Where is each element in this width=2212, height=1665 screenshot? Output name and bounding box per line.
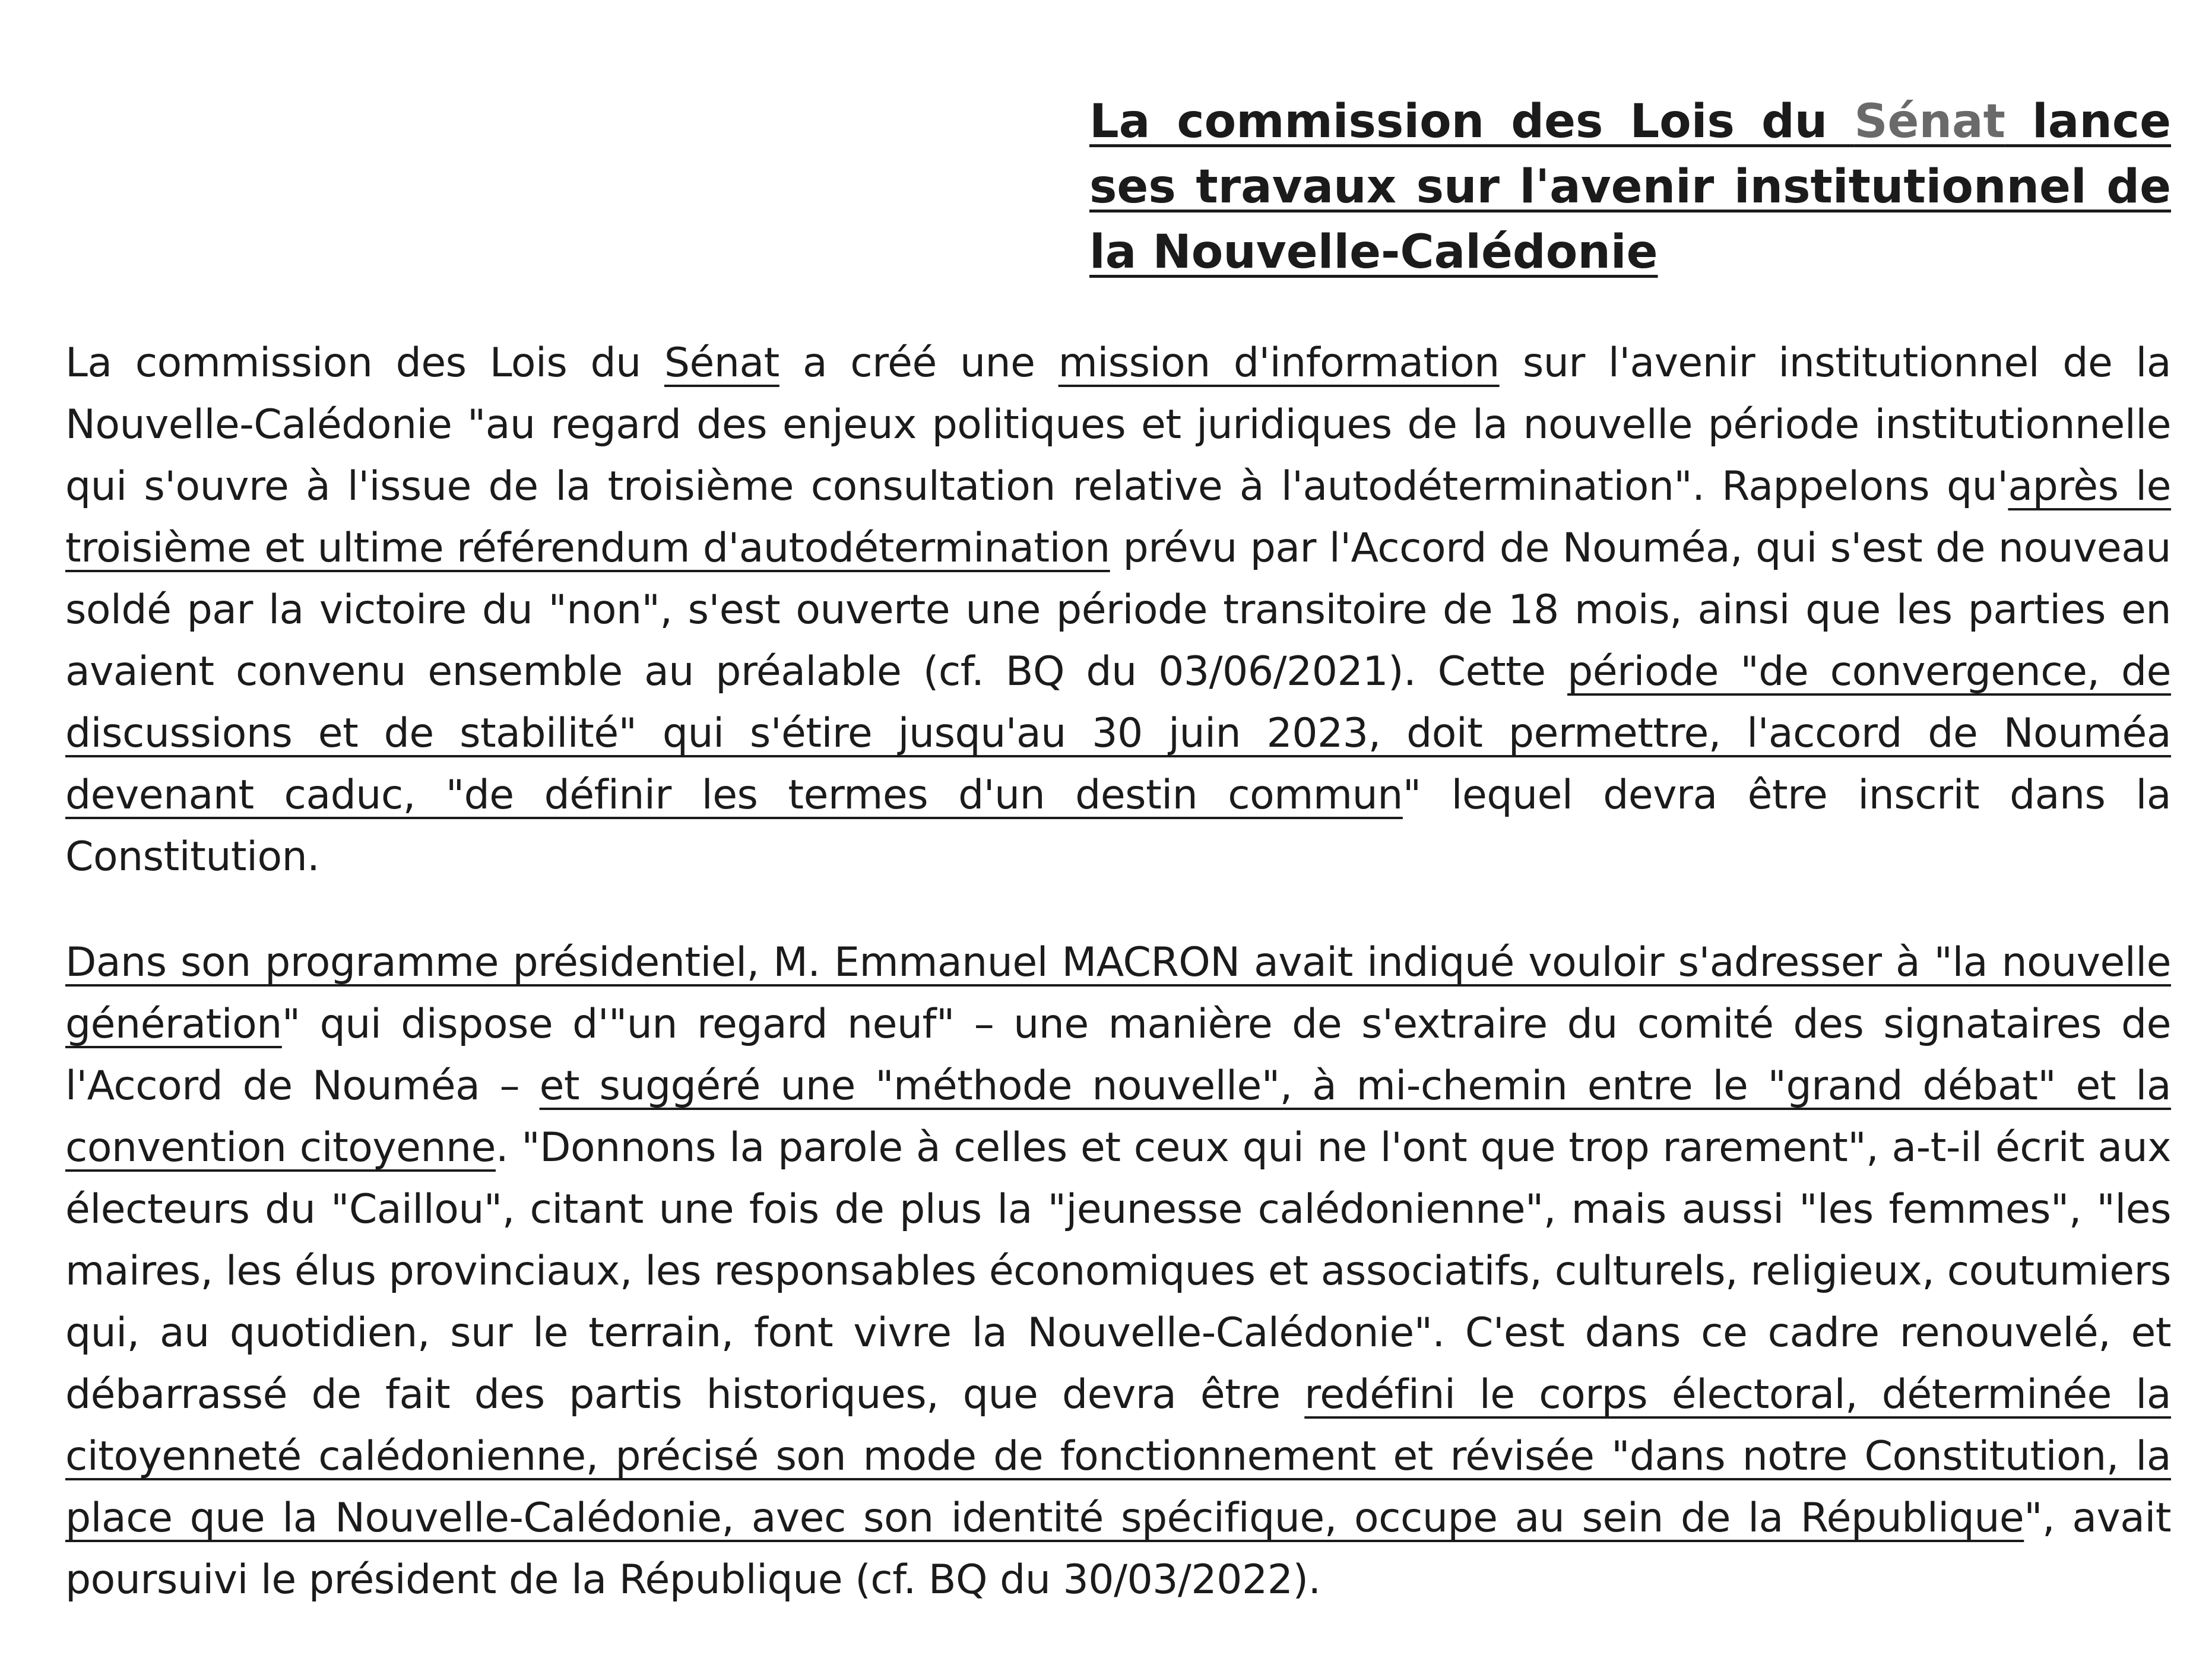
p1-periode-phrase: période "de convergence, de discussions et de stabilité" qui s'étire jusqu'au 30 juin 2023, doit permettre, l'accord de Nouméa devenant caduc, "de définir les termes d'un destin commun: [65, 648, 2171, 819]
title-underlined-text: [1089, 95, 2171, 279]
paragraph-1: [65, 332, 2171, 888]
article-title: [1089, 89, 2171, 285]
p1-mission-information: mission d'information: [1058, 340, 1500, 386]
p1-text-1: La commission des Lois du: [65, 340, 664, 386]
p2-text-2: " qui dispose d'"un regard neuf" – une manière de s'extraire du comité des signataires de l'Accord de Nouméa –: [65, 1001, 2171, 1109]
p1-text-7: prévu par l'Accord de Nouméa, qui s'est de nouveau soldé par la victoire du "non", s'est ouverte une période transitoire de 18 mois, ainsi que les parties en avaient convenu ensemble au préalable (cf. BQ du 03/06/2021). Cette: [65, 525, 2171, 695]
p2-programme-phrase: Dans son programme présidentiel, M. Emmanuel MACRON avait indiqué vouloir s'adresser à "la nouvelle génération: [65, 939, 2171, 1048]
p1-text-9: " lequel devra être inscrit dans la Constitution.: [65, 772, 2172, 880]
p1-text-3: a créé une: [779, 340, 1059, 386]
p2-text-4: . "Donnons la parole à celles et ceux qui ne l'ont que trop rarement", a-t-il écrit aux électeurs du "Caillou", citant une fois de plus la "jeunesse calédonienne", mais aussi "les femmes", "les maires, les élus provinciaux, les responsables économiques et associatifs, culturels, religieux, coutumiers qui, au quotidien, sur le terrain, font vivre la Nouvelle-Calédonie". C'est dans ce cadre renouvelé, et débarrassé de fait des partis historiques, que devra être: [65, 1124, 2171, 1418]
document-page: [65, 89, 2173, 1632]
p1-text-5: sur l'avenir institutionnel de la Nouvelle-Calédonie "au regard des enjeux politiques et juridiques de la nouvelle période institutionnelle qui s'ouvre à l'issue de la troisième consultation relative à l'autodétermination". Rappelons qu': [65, 340, 2172, 510]
p2-text-6: ", avait poursuivi le président de la République (cf. BQ du 30/03/2022).: [65, 1495, 2171, 1603]
title-part-1: La commission des Lois du: [1089, 95, 1855, 148]
title-part-3: lance ses travaux sur l'avenir institutionnel de la Nouvelle-Calédonie: [1089, 95, 2171, 279]
title-senat-word: Sénat: [1854, 95, 2005, 148]
p2-methode-phrase: et suggéré une "méthode nouvelle", à mi-chemin entre le "grand débat" et la convention citoyenne: [65, 1063, 2171, 1171]
p1-referendum-phrase: après le troisième et ultime référendum d'autodétermination: [65, 463, 2172, 572]
paragraph-2: [65, 932, 2171, 1611]
p2-corps-electoral-phrase: redéfini le corps électoral, déterminée la citoyenneté calédonienne, précisé son mode de fonctionnement et révisée "dans notre Constitution, la place que la Nouvelle-Calédonie, avec son identité spécifique, occupe au sein de la République: [65, 1371, 2171, 1542]
p1-senat-word: Sénat: [664, 340, 779, 386]
